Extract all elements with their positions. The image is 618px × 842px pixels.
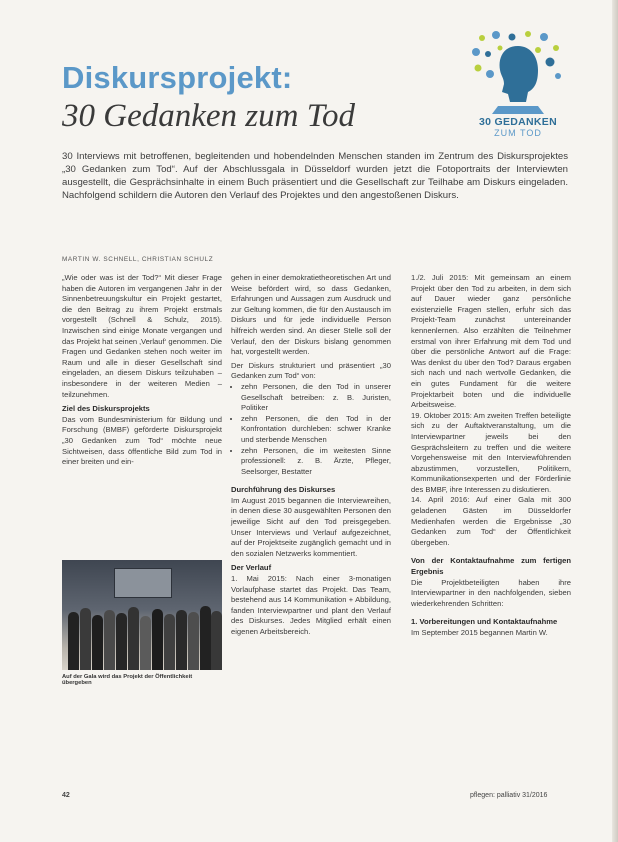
col1-paragraph-1: „Wie oder was ist der Tod?“ Mit dieser Frage haben die Autoren im vergangenen Jahr in der Sinnenbetreuungskultur ein Projekt gestartet, die den Beitrag zu ihrem Projekt erstmals vorgestellt (Schnell & Schulz, 2015). Inzwischen sind einige Monate vergangen und das Projekt hat seinen ‚Verlauf‘ genommen. Die Fragen und Gedanken stehen noch weiter im Raum und alle in dieser Gesellschaft sind eingeladen, an diesem Diskurs teilzuhaben – insbesondere in der weiteren Medien – teilzunehmen. xyxy=(62,273,222,399)
list-item: • zehn Personen, die den Tod in unserer Gesellschaft betreiben: z. B. Juristen, Politiker xyxy=(241,382,391,414)
person-figure xyxy=(68,612,79,670)
logo-title: 30 GEDANKEN xyxy=(479,116,557,128)
person-figure xyxy=(164,614,175,670)
page-edge-shadow xyxy=(612,0,618,842)
magazine-name: pflegen: palliativ 31/2016 xyxy=(470,792,548,799)
person-figure xyxy=(80,608,91,670)
title-line-2: 30 Gedanken zum Tod xyxy=(62,98,356,134)
col2-paragraph-1: gehen in einer demokratietheoretischen Art und Weise befördert wird, so dass Gedanken, Erfahrungen und Aussagen zum Ausdruck und zur Geltung kommen, die für den Austausch im Diskurs und für jede individuelle Person hilfreich werden sind. An dieser Stelle soll der Verlauf, den der Diskurs bislang genommen hat, vorgestellt werden. xyxy=(231,273,391,357)
col3-paragraph-4: Die Projektbeteiligten haben ihre Interviewpartner in den nachfolgenden, sieben wiederkehrenden Schritten: xyxy=(411,577,571,608)
person-figure xyxy=(128,607,139,670)
page-number: 42 xyxy=(62,792,70,799)
person-figure xyxy=(200,606,211,670)
title-line-1: Diskursprojekt: xyxy=(62,60,293,95)
person-figure xyxy=(211,611,222,670)
column-2 xyxy=(231,273,391,638)
col2-paragraph-3: Im August 2015 begannen die Interviewreihen, in denen diese 30 ausgewählten Personen den jeweilige Sicht auf den Tod preisgegeben. Unser Interviews und Verlauf aufgezeichnet, auf der Projektseite zugänglich gemacht und in den sozialen Netzwerks kommentiert. xyxy=(231,495,391,558)
col3-heading-contact: Von der Kontaktaufnahme zum fertigen Ergebnis xyxy=(411,556,571,577)
logo-subtitle: ZUM TOD xyxy=(494,128,542,138)
col2-bullet-list xyxy=(231,382,391,477)
person-figure xyxy=(92,615,103,670)
person-figure xyxy=(188,612,199,670)
authors-byline: MARTIN W. SCHNELL, CHRISTIAN SCHULZ xyxy=(62,256,214,263)
col3-paragraph-2: 19. Oktober 2015: Am zweiten Treffen beteiligte sich zu der Auftaktveranstaltung, um die Interviewpartner jeweils bei den Gesprächsleitern zu treffen und die weitere Vorgehensweise mit den Interviewführenden abzustimmen, vorzustellen, Politikern, Kommunikationsexperten und der Förderlinie des BMBF, ihre Interessen zu diskutieren. xyxy=(411,410,571,494)
list-item: • zehn Personen, die den Tod in der Konfrontation durchleben: schwer Kranke und sterbende Menschen xyxy=(241,414,391,446)
col1-paragraph-2: Das vom Bundesministerium für Bildung und Forschung (BMBF) geförderte Diskursprojekt „30 Gedanken zum Tod“ möchte neue Sichtweisen, dass öffentliche Bild zum Tod in einer breiten und ein- xyxy=(62,414,222,467)
col3-paragraph-3: 14. April 2016: Auf einer Gala mit 300 geladenen Gästen im Düsseldorfer Medienhafen werden die Ergebnisse „30 Gedanken zum Tod“ der Öffentlichkeit übergeben. xyxy=(411,495,571,547)
col3-paragraph-5: Im September 2015 begannen Martin W. xyxy=(411,628,548,637)
gala-photo xyxy=(62,560,222,670)
col2-heading-course: Der Verlauf xyxy=(231,563,272,573)
col3-paragraph-1: 1./2. Juli 2015: Mit gemeinsam an einem Projekt über den Tod zu arbeiten, in dem sich auf Dauer wieder ganz persönliche existenzielle Fragen stellen, erfuhr sich das Projekt-Team zunächst untereinander kennenlernen. Also erzählten die Teilnehmer erstmal von ihrer Erfahrung mit dem Tod und über die persönliche Antwort auf die Frage: Was denkst du über den Tod? Daraus ergaben sich nach und nach wertvolle Gedanken, die ein gutes Fundament für die weitere Projektarbeit boten und die individuelle Arbeitsweise. xyxy=(411,273,571,410)
head-with-dots-icon xyxy=(468,28,568,116)
col2-paragraph-4: 1. Mai 2015: Nach einer 3-monatigen Vorlaufphase startet das Projekt. Das Team, bestehend aus 14 Kommunikation + Abbildung, fanden Interviewpartner und plant den Verlauf des Diskurses. Jedes Mitglied erhält einen eigenen Arbeitsbereich. xyxy=(231,574,391,636)
person-figure xyxy=(176,610,187,670)
person-figure xyxy=(152,609,163,670)
person-figure xyxy=(116,613,127,670)
person-figure xyxy=(140,616,151,670)
list-item: • zehn Personen, die im weitesten Sinne professionell: z. B. Ärzte, Pfleger, Seelsorger, Bestatter xyxy=(241,446,391,478)
photo-caption: Auf der Gala wird das Projekt der Öffentlichkeit übergeben xyxy=(62,674,193,686)
col2-paragraph-2: Der Diskurs strukturiert und präsentiert „30 Gedanken zum Tod“ von: xyxy=(231,360,391,381)
project-logo xyxy=(468,28,568,138)
column-3 xyxy=(411,273,571,639)
col2-heading-execution: Durchführung des Diskurses xyxy=(231,485,336,495)
person-figure xyxy=(104,610,115,670)
column-1 xyxy=(62,273,222,468)
col3-heading-step-1: 1. Vorbereitungen und Kontaktaufnahme xyxy=(411,617,558,627)
stage-screen xyxy=(114,568,172,598)
col1-heading-goal: Ziel des Diskursprojekts xyxy=(62,404,150,414)
lead-paragraph: 30 Interviews mit betroffenen, begleitenden und hobendelnden Menschen standen im Zentrum des Diskursprojektes „30 Gedanken zum Tod“. Auf der Abschlussgala in Düsseldorf wurden jetzt die Fotoportraits der Interviewten ausgestellt, die Gesprächsinhalte in einem Buch präsentiert und die Gesellschaft zur Teilhabe am Diskurs eingeladen. Nachfolgend schildern die Autoren den Verlauf des Projektes und den angestoßenen Diskurs. xyxy=(62,151,568,202)
